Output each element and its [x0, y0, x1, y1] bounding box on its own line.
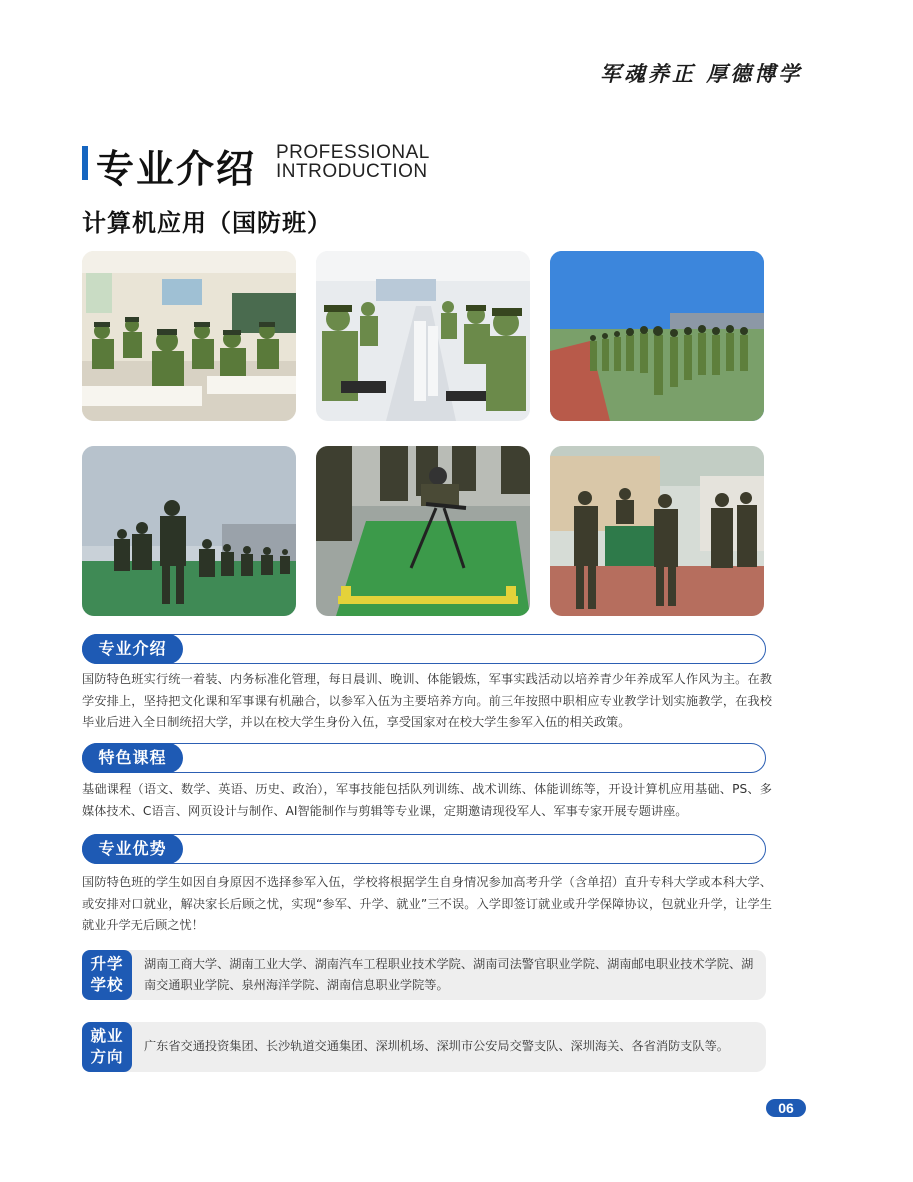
section-label-advantages: 专业优势 — [82, 834, 183, 864]
page-title-english — [276, 143, 430, 181]
section-text-advantages: 国防特色班的学生如因自身原因不选择参军入伍，学校将根据学生自身情况参加高考升学（含单招）直升专科大学或本科大学、或安排对口就业，解决家长后顾之忧，实现“参军、升学、就业”三不误。入学即签订就业或升学保障协议，包就业升学，让学生就业升学无后顾之忧！ — [82, 875, 772, 932]
major-title: 计算机应用（国防班） — [82, 209, 332, 237]
schools-text: 湖南工商大学、湖南工业大学、湖南汽车工程职业技术学院、湖南司法警官职业学院、湖南邮电职业技术学院、湖南交通职业学院、泉州海洋学院、湖南信息职业学院等。 — [144, 957, 754, 992]
page-title-english-line1: PROFESSIONAL — [276, 142, 430, 163]
section-text-courses: 基础课程（语文、数学、英语、历史、政治），军事技能包括队列训练、战术训练、体能训练等，开设计算机应用基础、PS、多媒体技术、C语言、网页设计与制作、AI智能制作与剪辑等专业课，定期邀请现役军人、军事专家开展专题讲座。 — [82, 782, 772, 818]
employment-tag — [82, 1022, 132, 1072]
photo-shooting-training — [316, 446, 530, 616]
employment-tag-line2: 方向 — [90, 1048, 124, 1066]
section-header-intro — [82, 634, 766, 664]
photo-outdoor-formation — [550, 251, 764, 421]
employment-box — [82, 1022, 766, 1072]
employment-tag-line1: 就业 — [90, 1027, 124, 1045]
section-text-intro: 国防特色班实行统一着装、内务标准化管理，每日晨训、晚训、体能锻炼，军事实践活动以培养青少年养成军人作风为主。在教学安排上，坚持把文化课和军事课有机融合，以参军入伍为主要培养方向。前三年按照中职相应专业教学计划实施教学，在我校毕业后进入全日制统招大学，并以在校大学生身份入伍，享受国家对在校大学生参军入伍的相关政策。 — [82, 672, 772, 729]
section-header-courses — [82, 743, 766, 773]
photo-computer-lab — [316, 251, 530, 421]
page-number: 06 — [766, 1099, 806, 1117]
photo-camouflage-drill — [82, 446, 296, 616]
page-title-english-line2: INTRODUCTION — [276, 161, 428, 182]
photo-classroom — [82, 251, 296, 421]
schools-tag-line1: 升学 — [90, 955, 124, 973]
photo-obstacle-training — [550, 446, 764, 616]
page-title: 专业介绍 — [96, 147, 257, 191]
schools-tag-line2: 学校 — [90, 976, 124, 994]
schools-box — [82, 950, 766, 1000]
title-accent-bar — [82, 146, 88, 180]
employment-text: 广东省交通投资集团、长沙轨道交通集团、深圳机场、深圳市公安局交警支队、深圳海关、各省消防支队等。 — [144, 1039, 729, 1053]
section-header-advantages — [82, 834, 766, 864]
section-label-intro: 专业介绍 — [82, 634, 183, 664]
schools-tag — [82, 950, 132, 1000]
school-motto: 军魂养正 厚德博学 — [600, 61, 803, 86]
section-label-courses: 特色课程 — [82, 743, 183, 773]
